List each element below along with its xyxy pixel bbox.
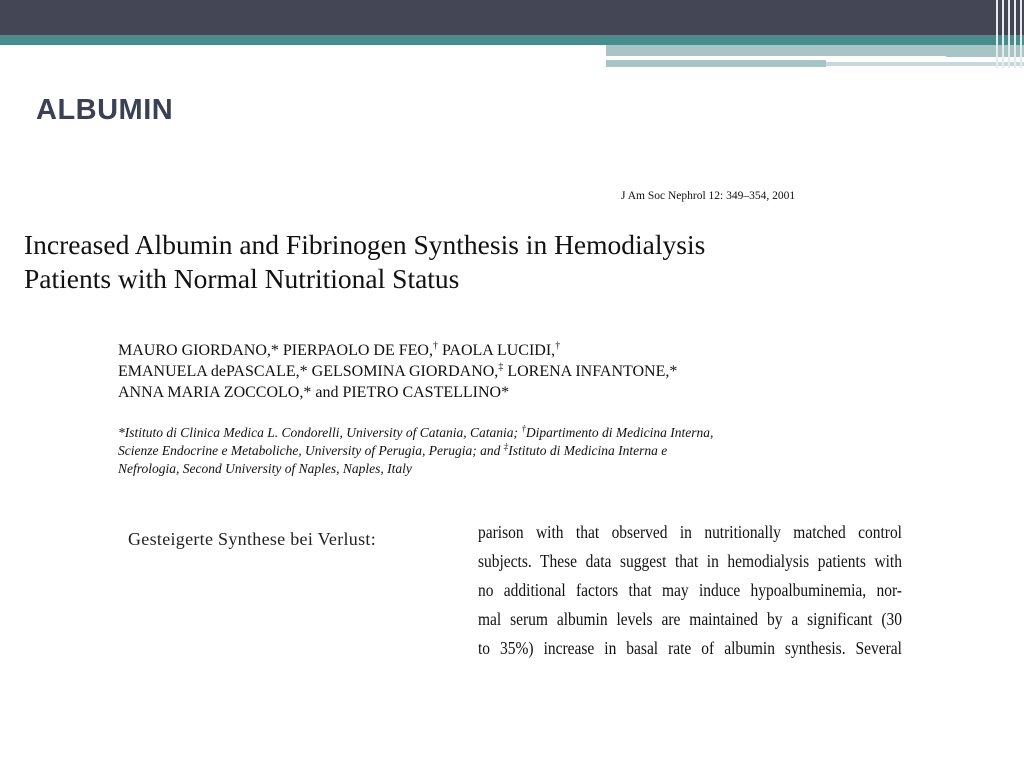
excerpt-line: parison with that observed in nutritionally matched control [478,522,902,542]
slide-title: ALBUMIN [36,94,174,126]
paper-title-line: Increased Albumin and Fibrinogen Synthesis in Hemodialysis [24,229,706,260]
excerpt-line: mal serum albumin levels are maintained by a significant (30 [478,609,902,629]
paper-excerpt [478,518,902,663]
header-vertical-stripes [994,0,1024,68]
excerpt-line: no additional factors that may induce hypoalbuminemia, nor- [478,580,902,600]
header-band-light-secondary [606,60,826,67]
paper-title [24,228,844,296]
paper-title-line: Patients with Normal Nutritional Status [24,263,460,294]
paper-affiliations: *Istituto di Clinica Medica L. Condorelli, University of Catania, Catania; †Dipartimento di Medicina Interna, Scienze Endocrine e Metaboliche, University of Perugia, Perugia; and ‡Istituto di Medicina Interna e Nefrologia, Second University of Naples, Naples, Italy [118,423,714,476]
header-band-divider [606,56,946,58]
header-band-dark [0,0,1024,35]
excerpt-line: to 35%) increase in basal rate of albumin synthesis. Several [478,638,902,658]
slide-caption: Gesteigerte Synthese bei Verlust: [128,529,377,549]
excerpt-line: subjects. These data suggest that in hemodialysis patients with [478,551,902,571]
journal-reference: J Am Soc Nephrol 12: 349–354, 2001 [621,190,796,202]
header-band-teal [0,35,1024,45]
paper-authors: MAURO GIORDANO,* PIERPAOLO DE FEO,† PAOLA LUCIDI,† EMANUELA dePASCALE,* GELSOMINA GIORDANO,‡ LORENA INFANTONE,* ANNA MARIA ZOCCOLO,* and PIETRO CASTELLINO* [118,340,678,401]
